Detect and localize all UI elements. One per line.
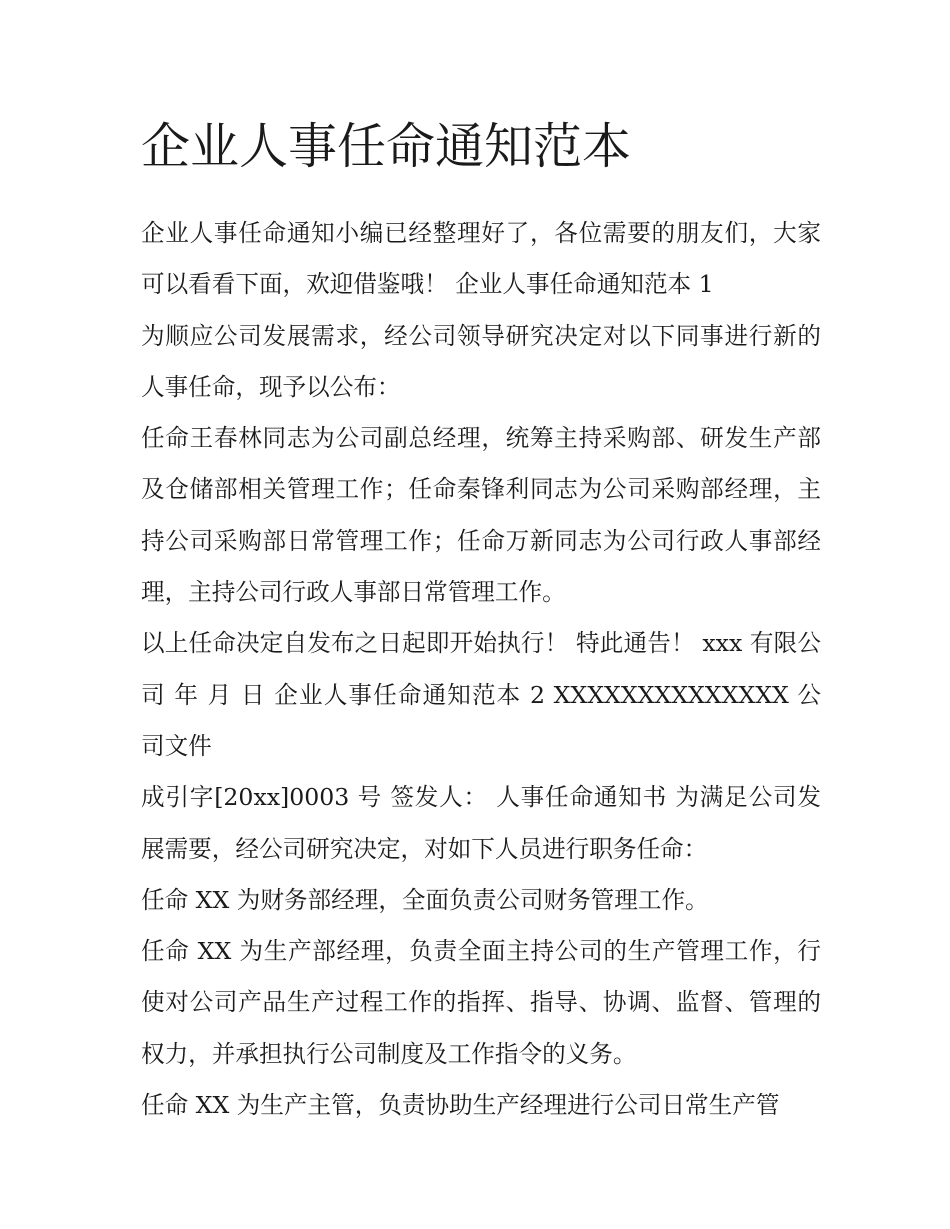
production-supervisor-paragraph: 任命 XX 为生产主管，负责协助生产经理进行公司日常生产管 [141, 1091, 780, 1120]
document-body [141, 208, 821, 1131]
finance-appointment-paragraph: 任命 XX 为财务部经理，全面负责公司财务管理工作。 [141, 885, 709, 914]
document-number-paragraph: 成引字[20xx]0003 号 签发人： 人事任命通知书 为满足公司发展需要，经公司研究决定，对如下人员进行职务任命： [141, 783, 821, 863]
document-content [141, 112, 821, 1131]
production-manager-paragraph: 任命 XX 为生产部经理，负责全面主持公司的生产管理工作，行使对公司产品生产过程工作的指挥、指导、协调、监督、管理的权力，并承担执行公司制度及工作指令的义务。 [141, 937, 821, 1068]
appointments-paragraph: 任命王春林同志为公司副总经理，统筹主持采购部、研发生产部及仓储部相关管理工作；任命秦锋利同志为公司采购部经理，主持公司采购部日常管理工作；任命万新同志为公司行政人事部经理，主持公司行政人事部日常管理工作。 [141, 424, 821, 607]
document-title: 企业人事任命通知范本 [141, 118, 632, 175]
effective-notice-paragraph: 以上任命决定自发布之日起即开始执行！ 特此通告！ xxx 有限公司 年 月 日 企业人事任命通知范本 2 XXXXXXXXXXXXXX 公司文件 [141, 629, 821, 760]
announcement-paragraph: 为顺应公司发展需求，经公司领导研究决定对以下同事进行新的人事任命，现予以公布： [141, 321, 821, 401]
intro-paragraph: 企业人事任命通知小编已经整理好了，各位需要的朋友们，大家可以看看下面，欢迎借鉴哦！ 企业人事任命通知范本 1 [141, 219, 821, 299]
